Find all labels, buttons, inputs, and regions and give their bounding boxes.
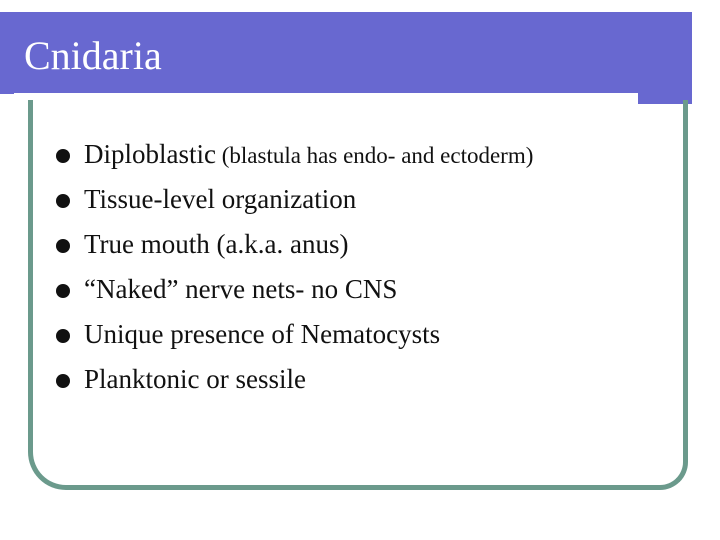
title-underline [14, 93, 638, 99]
bullet-dot-icon [56, 284, 70, 298]
bullet-text: Diploblastic [84, 139, 216, 169]
bullet-dot-icon [56, 329, 70, 343]
bullet-text: Planktonic or sessile [84, 364, 306, 394]
title-bar-corner [638, 12, 692, 104]
bullet-text: Unique presence of Nematocysts [84, 319, 441, 349]
bullet-text: “Naked” nerve nets- no CNS [84, 274, 398, 304]
slide-title: Cnidaria [24, 33, 162, 78]
bullet-note: (blastula has endo- and ectoderm) [215, 143, 534, 168]
bullet-text: Tissue-level organization [84, 184, 357, 214]
bullet-dot-icon [56, 374, 70, 388]
bullet-dot-icon [56, 149, 70, 163]
bullet-dot-icon [56, 194, 70, 208]
bullet-text: True mouth (a.k.a. anus) [84, 229, 349, 259]
bullet-dot-icon [56, 239, 70, 253]
